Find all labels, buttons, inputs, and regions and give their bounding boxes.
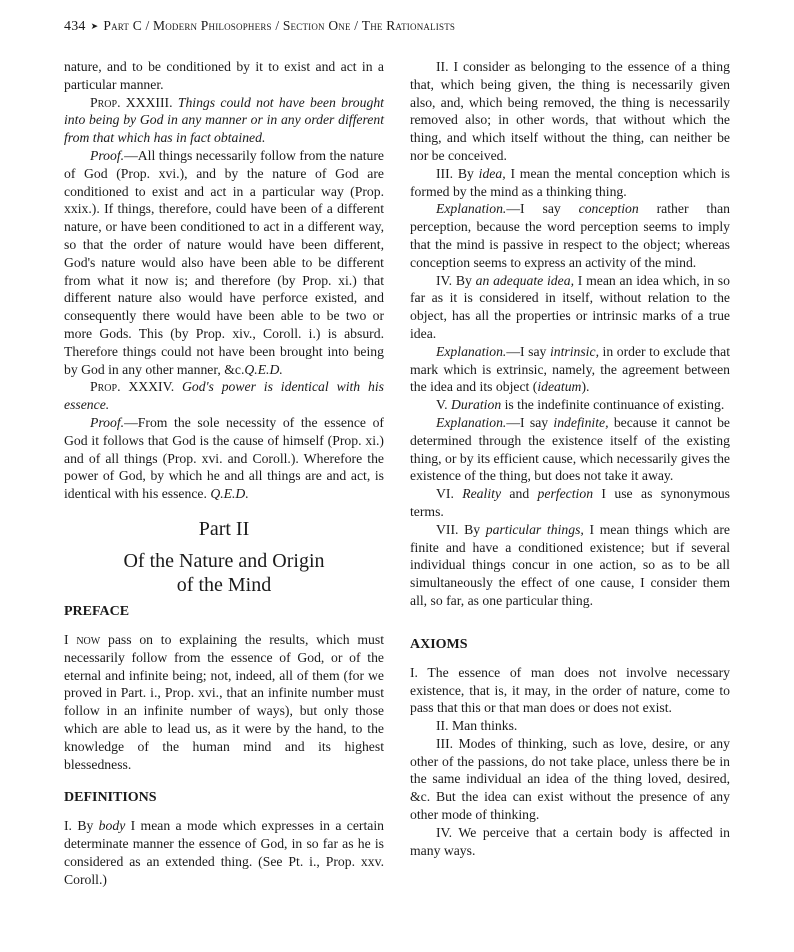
running-header [64, 18, 455, 35]
explanation-term: conception [578, 201, 639, 217]
qed: Q.E.D. [210, 486, 249, 502]
definition-2: II. I consider as belonging to the essence of a thing that, which being given, the thing is necessarily given also, and, which being removed, the thing is necessarily removed also; in other words, that without which the thing, and which itself without the thing, can neither be nor be conceived. [410, 59, 730, 163]
definition-text: I mean the mental conception which is formed by the mind as a thinking thing. [410, 165, 730, 199]
paragraph: nature, and to be conditioned by it to exist and act in a particular manner. [64, 59, 384, 92]
part-title: Part II [198, 517, 250, 540]
axioms-heading: AXIOMS [410, 636, 468, 652]
definitions-heading: DEFINITIONS [64, 790, 157, 806]
explanation-label: Explanation. [436, 343, 507, 359]
definition-term: body [98, 818, 126, 834]
definition-4 [410, 272, 730, 343]
definition-text: I mean things which are finite and have a conditioned existence; but if several individual things concur in one action, so as to be all simultaneously the effect of one cause, I consider them all, so far, as one particular thing. [410, 521, 730, 608]
axiom-3: III. Modes of thinking, such as love, desire, or any other of the passions, do not take place, unless there be in the same individual an idea of the thing loved, desired, &c. But the idea can exist without the presence of any other mode of thinking. [410, 735, 730, 823]
proposition-label: Prop. XXXIV. [90, 379, 175, 395]
definition-5 [410, 396, 730, 414]
header-separator: / [145, 18, 150, 33]
proof-label: Proof. [90, 147, 125, 163]
explanation-label: Explanation. [436, 201, 507, 217]
explanation-text: ). [581, 379, 590, 395]
definition-3 [410, 165, 730, 201]
proposition-text: God's power is identical with his essence. [64, 379, 384, 413]
header-separator: / [275, 18, 280, 33]
header-section: Modern Philosophers [153, 18, 272, 33]
explanation-text: because it cannot be determined through the existence itself of the existing thing, or by its efficient cause, which necessarily gives the existence of the thing, but does not take it away. [410, 414, 730, 484]
definition-text: IV. By [436, 272, 476, 288]
axiom-2: II. Man thinks. [436, 718, 518, 734]
explanation-text: in order to exclude that mark which is extrinsic, namely, the agreement between the idea and its object ( [410, 343, 730, 395]
definition-text: I mean an idea which, in so far as it is considered in itself, without relation to the object, has all the properties or intrinsic marks of a true idea. [410, 272, 730, 341]
explanation-term: intrinsic, [549, 343, 599, 359]
explanation-term: ideatum [537, 379, 582, 395]
proposition-label: Prop. XXXIII. [90, 94, 173, 110]
proof-label: Proof. [90, 414, 125, 430]
explanation-text: —I say [506, 343, 550, 359]
definition-text: and [501, 486, 538, 502]
definition-text: I use as synonymous terms. [410, 486, 730, 519]
definition-text: III. By [436, 165, 479, 181]
explanation-3 [410, 414, 730, 485]
qed: Q.E.D. [244, 361, 283, 377]
proof-2 [64, 414, 384, 503]
definition-6 [410, 485, 730, 521]
definition-text: VI. [436, 486, 463, 502]
page-number: 434 [64, 19, 86, 34]
definition-term: idea, [478, 165, 506, 181]
explanation-text: rather than perception, because the word perception seems to imply that the mind is passive in respect to the object; whereas conception seems to express an activity of the mind. [410, 201, 730, 270]
preface-lead: I now [64, 631, 101, 647]
part-subtitle [64, 549, 384, 597]
definition-text: is the indefinite continuance of existing. [501, 397, 725, 413]
proposition-text: Things could not have been brought into being by God in any manner or in any order different from that which has in fact obtained. [64, 94, 384, 146]
part-subtitle-line: Of the Nature and Origin [123, 549, 325, 572]
definition-7 [410, 521, 730, 610]
axiom-1: I. The essence of man does not involve necessary existence, that is, it may, in the order of nature, come to pass that this or that man does or does not exist. [410, 664, 730, 716]
header-subsection: Section One [282, 18, 351, 33]
definition-term: particular things, [485, 521, 584, 537]
proof-text: —From the sole necessity of the essence of God it follows that God is the cause of himself (Prop. xi.) and of all things (Prop. xvi. and Coroll.). Wherefore the power of God, by which he and all things are and act, is identical with his essence. [64, 414, 384, 502]
definition-1 [64, 817, 384, 888]
definition-text: VII. By [436, 521, 486, 537]
right-column [410, 58, 730, 859]
proof-1 [64, 147, 384, 378]
explanation-1 [410, 200, 730, 271]
definition-term: Duration [450, 397, 502, 413]
proof-text: —All things necessarily follow from the nature of God (Prop. xvi.), and by the nature of God are conditioned to exist and act in a particular way (Prop. xxix.). If things, therefore, could have been of a different nature, or have been conditioned to act in a different way, so that the order of nature would have been different, God's nature would also have been able to be different from what it now is; and therefore (by Prop. xi.) that different nature also would have perforce existed, and consequently there would have been able to be two or more Gods. This (by Prop. xiv., Coroll. i.) is absurd. Therefore things could not have been brought into being by God in any other manner, &c. [64, 147, 384, 377]
axiom-4: IV. We perceive that a certain body is affected in many ways. [410, 824, 730, 858]
preface-text [64, 631, 384, 773]
header-separator: / [354, 18, 359, 33]
definition-text: I mean a mode which expresses in a certain determinate manner the essence of God, in so far as he is considered as an extended thing. (See Pt. i., Prop. xxv. Coroll.) [64, 818, 385, 887]
definition-term: perfection [537, 486, 594, 502]
explanation-2 [410, 343, 730, 396]
explanation-label: Explanation. [436, 414, 507, 430]
proposition-34 [64, 378, 384, 414]
header-part: Part C [103, 18, 142, 33]
left-column [64, 58, 384, 888]
definition-text: I. By [64, 818, 99, 834]
explanation-term: indefinite, [553, 414, 609, 430]
proposition-33 [64, 94, 384, 147]
definition-term: Reality [462, 486, 502, 502]
preface-body: pass on to explaining the results, which must necessarily follow from the essence of God, or of the eternal and infinite being; not, indeed, all of them (for we proved in Part. i., Prop. xvi., that an infinite number must follow in an infinite number of ways), but only those which are able to lead us, as it were by the hand, to the knowledge of the human mind and its highest blessedness. [64, 631, 384, 772]
explanation-text: —I say [506, 201, 579, 217]
definition-term: an adequate idea, [475, 272, 574, 288]
definition-text: V. [436, 397, 451, 413]
header-chapter: The Rationalists [361, 18, 456, 33]
preface-heading: PREFACE [64, 603, 130, 619]
part-subtitle-line: of the Mind [176, 573, 272, 596]
arrow-bullet-icon: ➤ [90, 21, 99, 31]
explanation-text: —I say [506, 414, 554, 430]
